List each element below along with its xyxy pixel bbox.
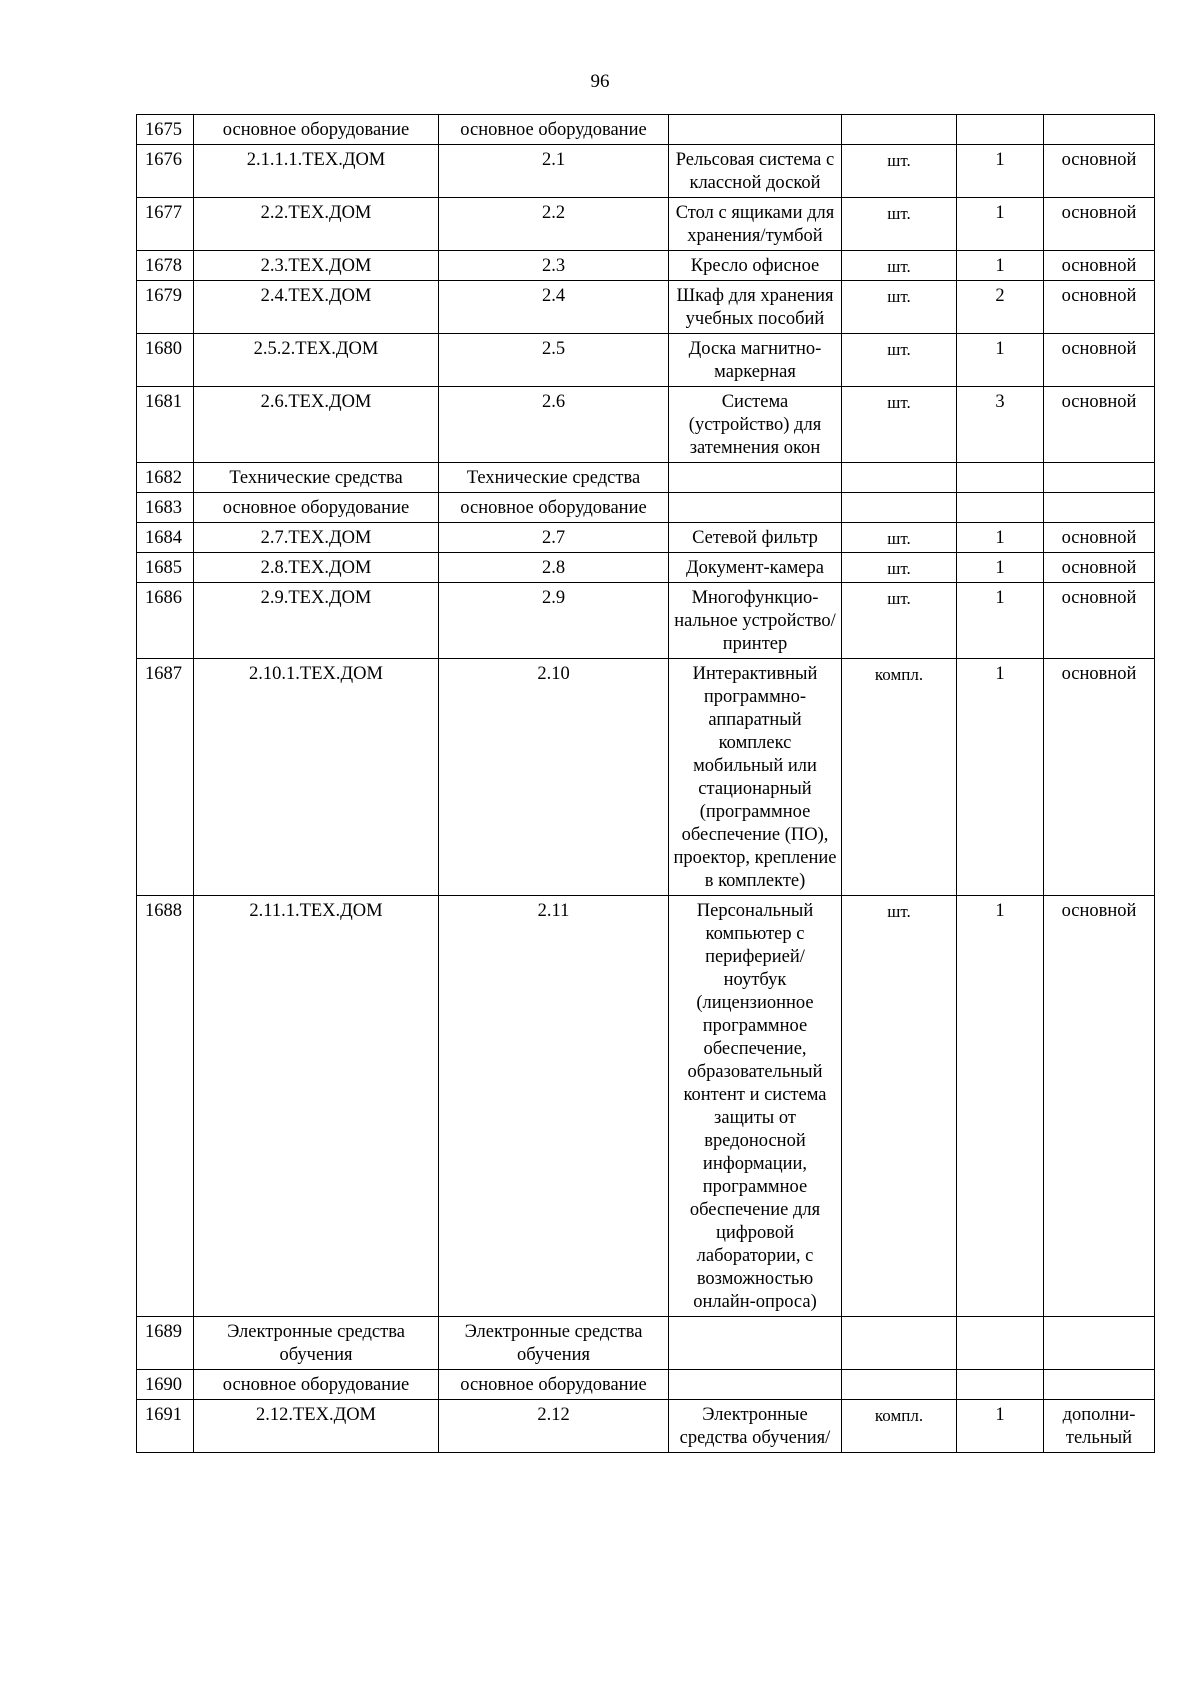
item-code: 2.8.ТЕХ.ДОМ bbox=[194, 553, 439, 583]
item-name: Интерактивный программно-аппаратный комплекс мобильный или стационарный (программное обеспечение (ПО), проектор, крепление в комплекте) bbox=[669, 659, 842, 896]
table-row bbox=[137, 896, 1155, 1317]
row-number: 1680 bbox=[137, 334, 194, 387]
table-row bbox=[137, 583, 1155, 659]
item-qty bbox=[957, 115, 1044, 145]
item-qty: 1 bbox=[957, 553, 1044, 583]
item-type: основной bbox=[1044, 659, 1155, 896]
item-ref: Технические средства bbox=[439, 463, 669, 493]
item-name: Стол с ящиками для хранения/тумбой bbox=[669, 198, 842, 251]
item-type: основной bbox=[1044, 145, 1155, 198]
item-unit: шт. bbox=[842, 896, 957, 1317]
table-row bbox=[137, 523, 1155, 553]
row-number: 1688 bbox=[137, 896, 194, 1317]
item-qty bbox=[957, 463, 1044, 493]
table-row bbox=[137, 1400, 1155, 1453]
item-code: 2.11.1.ТЕХ.ДОМ bbox=[194, 896, 439, 1317]
item-type: основной bbox=[1044, 896, 1155, 1317]
item-unit: шт. bbox=[842, 583, 957, 659]
row-number: 1686 bbox=[137, 583, 194, 659]
item-qty: 1 bbox=[957, 659, 1044, 896]
row-number: 1685 bbox=[137, 553, 194, 583]
item-qty: 1 bbox=[957, 523, 1044, 553]
item-qty: 2 bbox=[957, 281, 1044, 334]
item-name bbox=[669, 1317, 842, 1370]
item-qty: 1 bbox=[957, 583, 1044, 659]
item-unit: шт. bbox=[842, 198, 957, 251]
item-unit: компл. bbox=[842, 659, 957, 896]
item-type: основной bbox=[1044, 281, 1155, 334]
item-ref: 2.11 bbox=[439, 896, 669, 1317]
row-number: 1675 bbox=[137, 115, 194, 145]
item-unit: шт. bbox=[842, 281, 957, 334]
item-name: Многофункцио-нальное устройство/ принтер bbox=[669, 583, 842, 659]
item-unit: шт. bbox=[842, 387, 957, 463]
row-number: 1682 bbox=[137, 463, 194, 493]
item-type: основной bbox=[1044, 334, 1155, 387]
item-ref: 2.5 bbox=[439, 334, 669, 387]
item-name bbox=[669, 1370, 842, 1400]
row-number: 1678 bbox=[137, 251, 194, 281]
item-type bbox=[1044, 1370, 1155, 1400]
item-qty: 3 bbox=[957, 387, 1044, 463]
table-row bbox=[137, 463, 1155, 493]
item-unit bbox=[842, 463, 957, 493]
item-name: Система (устройство) для затемнения окон bbox=[669, 387, 842, 463]
item-type bbox=[1044, 1317, 1155, 1370]
item-ref: 2.8 bbox=[439, 553, 669, 583]
item-unit: шт. bbox=[842, 523, 957, 553]
item-ref: 2.4 bbox=[439, 281, 669, 334]
row-number: 1691 bbox=[137, 1400, 194, 1453]
row-number: 1687 bbox=[137, 659, 194, 896]
table-row bbox=[137, 493, 1155, 523]
item-type bbox=[1044, 115, 1155, 145]
item-name: Персональный компьютер с периферией/ ноутбук (лицензионное программное обеспечение, образовательный контент и система защиты от вредоносной информации, программное обеспечение для цифровой лаборатории, с возможностью онлайн-опроса) bbox=[669, 896, 842, 1317]
item-code: 2.3.ТЕХ.ДОМ bbox=[194, 251, 439, 281]
table-row bbox=[137, 553, 1155, 583]
item-name bbox=[669, 493, 842, 523]
item-code: 2.7.ТЕХ.ДОМ bbox=[194, 523, 439, 553]
item-ref: 2.7 bbox=[439, 523, 669, 553]
item-qty: 1 bbox=[957, 251, 1044, 281]
item-code: 2.1.1.1.ТЕХ.ДОМ bbox=[194, 145, 439, 198]
table-row bbox=[137, 198, 1155, 251]
item-ref: 2.9 bbox=[439, 583, 669, 659]
table-row bbox=[137, 334, 1155, 387]
item-ref: 2.3 bbox=[439, 251, 669, 281]
item-qty: 1 bbox=[957, 896, 1044, 1317]
item-qty: 1 bbox=[957, 1400, 1044, 1453]
table-row bbox=[137, 1317, 1155, 1370]
row-number: 1677 bbox=[137, 198, 194, 251]
item-code: 2.10.1.ТЕХ.ДОМ bbox=[194, 659, 439, 896]
item-ref: 2.2 bbox=[439, 198, 669, 251]
item-type bbox=[1044, 493, 1155, 523]
table-row bbox=[137, 387, 1155, 463]
row-number: 1681 bbox=[137, 387, 194, 463]
item-type: основной bbox=[1044, 583, 1155, 659]
table-row bbox=[137, 1370, 1155, 1400]
item-qty bbox=[957, 1317, 1044, 1370]
item-unit bbox=[842, 1317, 957, 1370]
table-row bbox=[137, 145, 1155, 198]
item-ref: основное оборудование bbox=[439, 493, 669, 523]
page-number: 96 bbox=[590, 71, 610, 92]
item-type bbox=[1044, 463, 1155, 493]
row-number: 1679 bbox=[137, 281, 194, 334]
table-row bbox=[137, 251, 1155, 281]
table-row bbox=[137, 115, 1155, 145]
item-name: Кресло офисное bbox=[669, 251, 842, 281]
item-name: Электронные средства обучения/ bbox=[669, 1400, 842, 1453]
item-qty bbox=[957, 1370, 1044, 1400]
item-code: 2.4.ТЕХ.ДОМ bbox=[194, 281, 439, 334]
item-name bbox=[669, 115, 842, 145]
item-unit: компл. bbox=[842, 1400, 957, 1453]
item-ref: 2.1 bbox=[439, 145, 669, 198]
item-code: основное оборудование bbox=[194, 493, 439, 523]
item-unit: шт. bbox=[842, 145, 957, 198]
item-unit: шт. bbox=[842, 251, 957, 281]
row-number: 1676 bbox=[137, 145, 194, 198]
item-type: основной bbox=[1044, 198, 1155, 251]
equipment-table-body bbox=[137, 115, 1155, 1453]
item-unit: шт. bbox=[842, 334, 957, 387]
item-unit: шт. bbox=[842, 553, 957, 583]
row-number: 1683 bbox=[137, 493, 194, 523]
equipment-table bbox=[136, 114, 1155, 1453]
item-unit bbox=[842, 1370, 957, 1400]
item-type: основной bbox=[1044, 523, 1155, 553]
item-qty: 1 bbox=[957, 334, 1044, 387]
row-number: 1689 bbox=[137, 1317, 194, 1370]
row-number: 1690 bbox=[137, 1370, 194, 1400]
item-qty: 1 bbox=[957, 198, 1044, 251]
item-code: Электронные средства обучения bbox=[194, 1317, 439, 1370]
item-ref: 2.6 bbox=[439, 387, 669, 463]
table-row bbox=[137, 659, 1155, 896]
item-name: Сетевой фильтр bbox=[669, 523, 842, 553]
item-code: основное оборудование bbox=[194, 1370, 439, 1400]
item-name bbox=[669, 463, 842, 493]
item-type: основной bbox=[1044, 553, 1155, 583]
item-code: 2.5.2.ТЕХ.ДОМ bbox=[194, 334, 439, 387]
item-name: Рельсовая система с классной доской bbox=[669, 145, 842, 198]
item-code: 2.6.ТЕХ.ДОМ bbox=[194, 387, 439, 463]
item-type: основной bbox=[1044, 251, 1155, 281]
item-ref: основное оборудование bbox=[439, 115, 669, 145]
item-ref: 2.12 bbox=[439, 1400, 669, 1453]
item-type: основной bbox=[1044, 387, 1155, 463]
item-name: Шкаф для хранения учебных пособий bbox=[669, 281, 842, 334]
item-unit bbox=[842, 493, 957, 523]
item-unit bbox=[842, 115, 957, 145]
item-code: 2.2.ТЕХ.ДОМ bbox=[194, 198, 439, 251]
item-code: Технические средства bbox=[194, 463, 439, 493]
item-code: основное оборудование bbox=[194, 115, 439, 145]
item-qty bbox=[957, 493, 1044, 523]
item-ref: 2.10 bbox=[439, 659, 669, 896]
item-code: 2.12.ТЕХ.ДОМ bbox=[194, 1400, 439, 1453]
item-name: Доска магнитно-маркерная bbox=[669, 334, 842, 387]
item-qty: 1 bbox=[957, 145, 1044, 198]
item-ref: Электронные средства обучения bbox=[439, 1317, 669, 1370]
item-type: дополни-тельный bbox=[1044, 1400, 1155, 1453]
table-row bbox=[137, 281, 1155, 334]
row-number: 1684 bbox=[137, 523, 194, 553]
item-code: 2.9.ТЕХ.ДОМ bbox=[194, 583, 439, 659]
item-name: Документ-камера bbox=[669, 553, 842, 583]
item-ref: основное оборудование bbox=[439, 1370, 669, 1400]
